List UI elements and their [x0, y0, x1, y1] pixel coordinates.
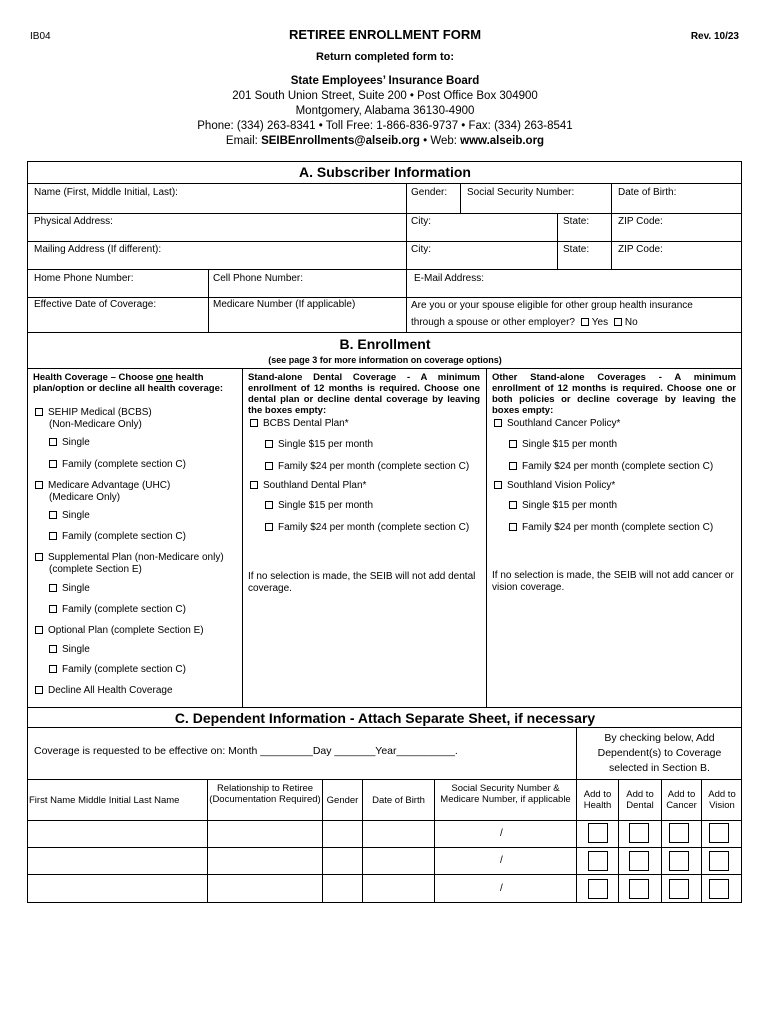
medicare-number-label: Medicare Number (If applicable) [213, 299, 356, 310]
ma-single-checkbox[interactable] [49, 511, 57, 519]
dental-note: If no selection is made, the SEIB will not add dental coverage. [248, 571, 476, 594]
decline-option[interactable]: Decline All Health Coverage [35, 685, 173, 697]
col-add-vision: Add to Vision [708, 789, 736, 811]
row3-cancer-checkbox[interactable] [669, 879, 689, 899]
cancer-single-option[interactable]: Single $15 per month [509, 439, 617, 451]
cell-phone-label: Cell Phone Number: [213, 273, 304, 284]
supp-family-option[interactable]: Family (complete section C) [49, 604, 186, 616]
yes-label: Yes [591, 317, 609, 328]
sehip-family-option[interactable]: Family (complete section C) [49, 459, 186, 471]
row1-dental-checkbox[interactable] [629, 823, 649, 843]
row3-vision-checkbox[interactable] [709, 879, 729, 899]
row1-cancer-checkbox[interactable] [669, 823, 689, 843]
sehip-option[interactable]: SEHIP Medical (BCBS) [35, 407, 152, 419]
sehip-single-option[interactable]: Single [49, 437, 90, 449]
zip-label: ZIP Code: [618, 216, 663, 227]
supp-family-checkbox[interactable] [49, 605, 57, 613]
contact-line [80, 134, 690, 148]
decline-checkbox[interactable] [35, 686, 43, 694]
other-coverage-note: If no selection is made, the SEIB will not add cancer or vision coverage. [492, 570, 734, 593]
col-dob: Date of Birth [372, 795, 425, 806]
optional-option[interactable]: Optional Plan (complete Section E) [35, 625, 204, 637]
coverage-effective-line: Coverage is requested to be effective on: Month _________Day _______Year__________. [34, 745, 458, 757]
southland-dental-checkbox[interactable] [250, 481, 258, 489]
southland-family-checkbox[interactable] [265, 523, 273, 531]
home-phone-label: Home Phone Number: [34, 273, 134, 284]
sehip-sub: (Non-Medicare Only) [49, 419, 142, 430]
row2-cancer-checkbox[interactable] [669, 851, 689, 871]
ma-sub: (Medicare Only) [49, 492, 121, 503]
row3-health-checkbox[interactable] [588, 879, 608, 899]
web-prefix: • Web: [419, 135, 461, 147]
optional-family-checkbox[interactable] [49, 665, 57, 673]
vision-family-option[interactable]: Family $24 per month (complete section C) [509, 522, 713, 534]
effective-date-label: Effective Date of Coverage: [34, 299, 157, 310]
email-prefix: Email: [225, 135, 262, 147]
checking-note: By checking below, Add Dependent(s) to Coverage selected in Section B. [597, 732, 722, 774]
bcbs-family-checkbox[interactable] [265, 462, 273, 470]
ssn-label: Social Security Number: [467, 187, 575, 198]
row1-health-checkbox[interactable] [588, 823, 608, 843]
col-ssn: Social Security Number & Medicare Number, if applicable [440, 783, 571, 805]
cancer-option[interactable]: Southland Cancer Policy* [494, 418, 620, 430]
no-label: No [624, 317, 638, 328]
cancer-single-checkbox[interactable] [509, 440, 517, 448]
bcbs-family-option[interactable]: Family $24 per month (complete section C) [265, 461, 469, 473]
southland-single-option[interactable]: Single $15 per month [265, 500, 373, 512]
other-insurance-question: Are you or your spouse eligible for other group health insurance [411, 300, 693, 311]
name-label: Name (First, Middle Initial, Last): [34, 187, 178, 198]
row2-vision-checkbox[interactable] [709, 851, 729, 871]
vision-single-option[interactable]: Single $15 per month [509, 500, 617, 512]
mailing-city-label: City: [411, 244, 431, 255]
ma-checkbox[interactable] [35, 481, 43, 489]
row3-ssn-slash: / [500, 883, 503, 894]
dental-heading: Stand-alone Dental Coverage - A minimum enrollment of 12 months is required. Choose one dental plan or decline dental coverage by leaving the boxes empty: [248, 372, 480, 416]
cancer-family-checkbox[interactable] [509, 462, 517, 470]
supp-option[interactable]: Supplemental Plan (non-Medicare only) [35, 552, 224, 564]
physical-address-label: Physical Address: [34, 216, 113, 227]
vision-single-checkbox[interactable] [509, 501, 517, 509]
row2-ssn-slash: / [500, 855, 503, 866]
sehip-family-checkbox[interactable] [49, 460, 57, 468]
col-gender: Gender [326, 795, 359, 806]
email-label: E-Mail Address: [414, 273, 485, 284]
other-insurance-question-2: through a spouse or other employer? Yes No [411, 317, 638, 328]
optional-checkbox[interactable] [35, 626, 43, 634]
optional-single-option[interactable]: Single [49, 644, 90, 656]
vision-family-checkbox[interactable] [509, 523, 517, 531]
other-coverage-heading: Other Stand-alone Coverages - A minimum enrollment of 12 months is required. Choose one or both policies or decline coverage by leaving the boxes empty: [492, 372, 736, 416]
web-link[interactable]: www.alseib.org [460, 135, 545, 147]
row1-ssn-slash: / [500, 828, 503, 839]
optional-family-option[interactable]: Family (complete section C) [49, 664, 186, 676]
revision: Rev. 10/23 [690, 31, 739, 42]
bcbs-dental-checkbox[interactable] [250, 419, 258, 427]
supp-checkbox[interactable] [35, 553, 43, 561]
row1-vision-checkbox[interactable] [709, 823, 729, 843]
state-label: State: [563, 216, 590, 227]
bcbs-single-checkbox[interactable] [265, 440, 273, 448]
vision-option[interactable]: Southland Vision Policy* [494, 480, 615, 492]
ma-single-option[interactable]: Single [49, 510, 90, 522]
yes-checkbox[interactable] [581, 318, 589, 326]
southland-family-option[interactable]: Family $24 per month (complete section C) [265, 522, 469, 534]
col-add-dental: Add to Dental [626, 789, 654, 811]
health-coverage-heading: Health Coverage – Choose one health plan/option or decline all health coverage: [33, 372, 224, 394]
dob-label: Date of Birth: [618, 187, 677, 198]
vision-checkbox[interactable] [494, 481, 502, 489]
ma-option[interactable]: Medicare Advantage (UHC) [35, 480, 170, 492]
section-a-title: A. Subscriber Information [299, 164, 471, 180]
row3-dental-checkbox[interactable] [629, 879, 649, 899]
sehip-single-checkbox[interactable] [49, 438, 57, 446]
section-b-title: B. Enrollment [339, 336, 431, 352]
mailing-zip-label: ZIP Code: [618, 244, 663, 255]
row2-health-checkbox[interactable] [588, 851, 608, 871]
sehip-checkbox[interactable] [35, 408, 43, 416]
col-add-cancer: Add to Cancer [666, 789, 697, 811]
form-title: RETIREE ENROLLMENT FORM [288, 27, 482, 42]
mailing-state-label: State: [563, 244, 590, 255]
mailing-address-label: Mailing Address (If different): [34, 244, 162, 255]
form-code: IB04 [30, 31, 51, 42]
no-checkbox[interactable] [614, 318, 622, 326]
org-name: State Employees’ Insurance Board [290, 75, 480, 87]
return-line: Return completed form to: [315, 51, 455, 63]
bcbs-single-option[interactable]: Single $15 per month [265, 439, 373, 451]
bcbs-dental-option[interactable]: BCBS Dental Plan* [250, 418, 349, 430]
southland-single-checkbox[interactable] [265, 501, 273, 509]
section-c-title: C. Dependent Information - Attach Separate Sheet, if necessary [174, 710, 596, 726]
gender-label: Gender: [411, 187, 448, 198]
ma-family-checkbox[interactable] [49, 532, 57, 540]
supp-single-option[interactable]: Single [49, 583, 90, 595]
ma-family-option[interactable]: Family (complete section C) [49, 531, 186, 543]
supp-sub: (complete Section E) [49, 564, 142, 575]
col-add-health: Add to Health [583, 789, 612, 811]
col-names: First Name Middle Initial Last Name [29, 795, 180, 806]
phone-line: Phone: (334) 263-8341 • Toll Free: 1-866-836-9737 • Fax: (334) 263-8541 [197, 120, 573, 132]
email-link[interactable]: SEIBEnrollments@alseib.org [261, 135, 420, 147]
row2-dental-checkbox[interactable] [629, 851, 649, 871]
cancer-family-option[interactable]: Family $24 per month (complete section C) [509, 461, 713, 473]
optional-single-checkbox[interactable] [49, 645, 57, 653]
southland-dental-option[interactable]: Southland Dental Plan* [250, 480, 366, 492]
address-line-2: Montgomery, Alabama 36130-4900 [295, 105, 475, 117]
city-label: City: [411, 216, 431, 227]
section-b-note: (see page 3 for more information on coverage options) [268, 355, 502, 365]
col-relationship: Relationship to Retiree (Documentation Required) [209, 783, 321, 805]
address-line-1: 201 South Union Street, Suite 200 • Post Office Box 304900 [232, 90, 538, 102]
supp-single-checkbox[interactable] [49, 584, 57, 592]
cancer-checkbox[interactable] [494, 419, 502, 427]
